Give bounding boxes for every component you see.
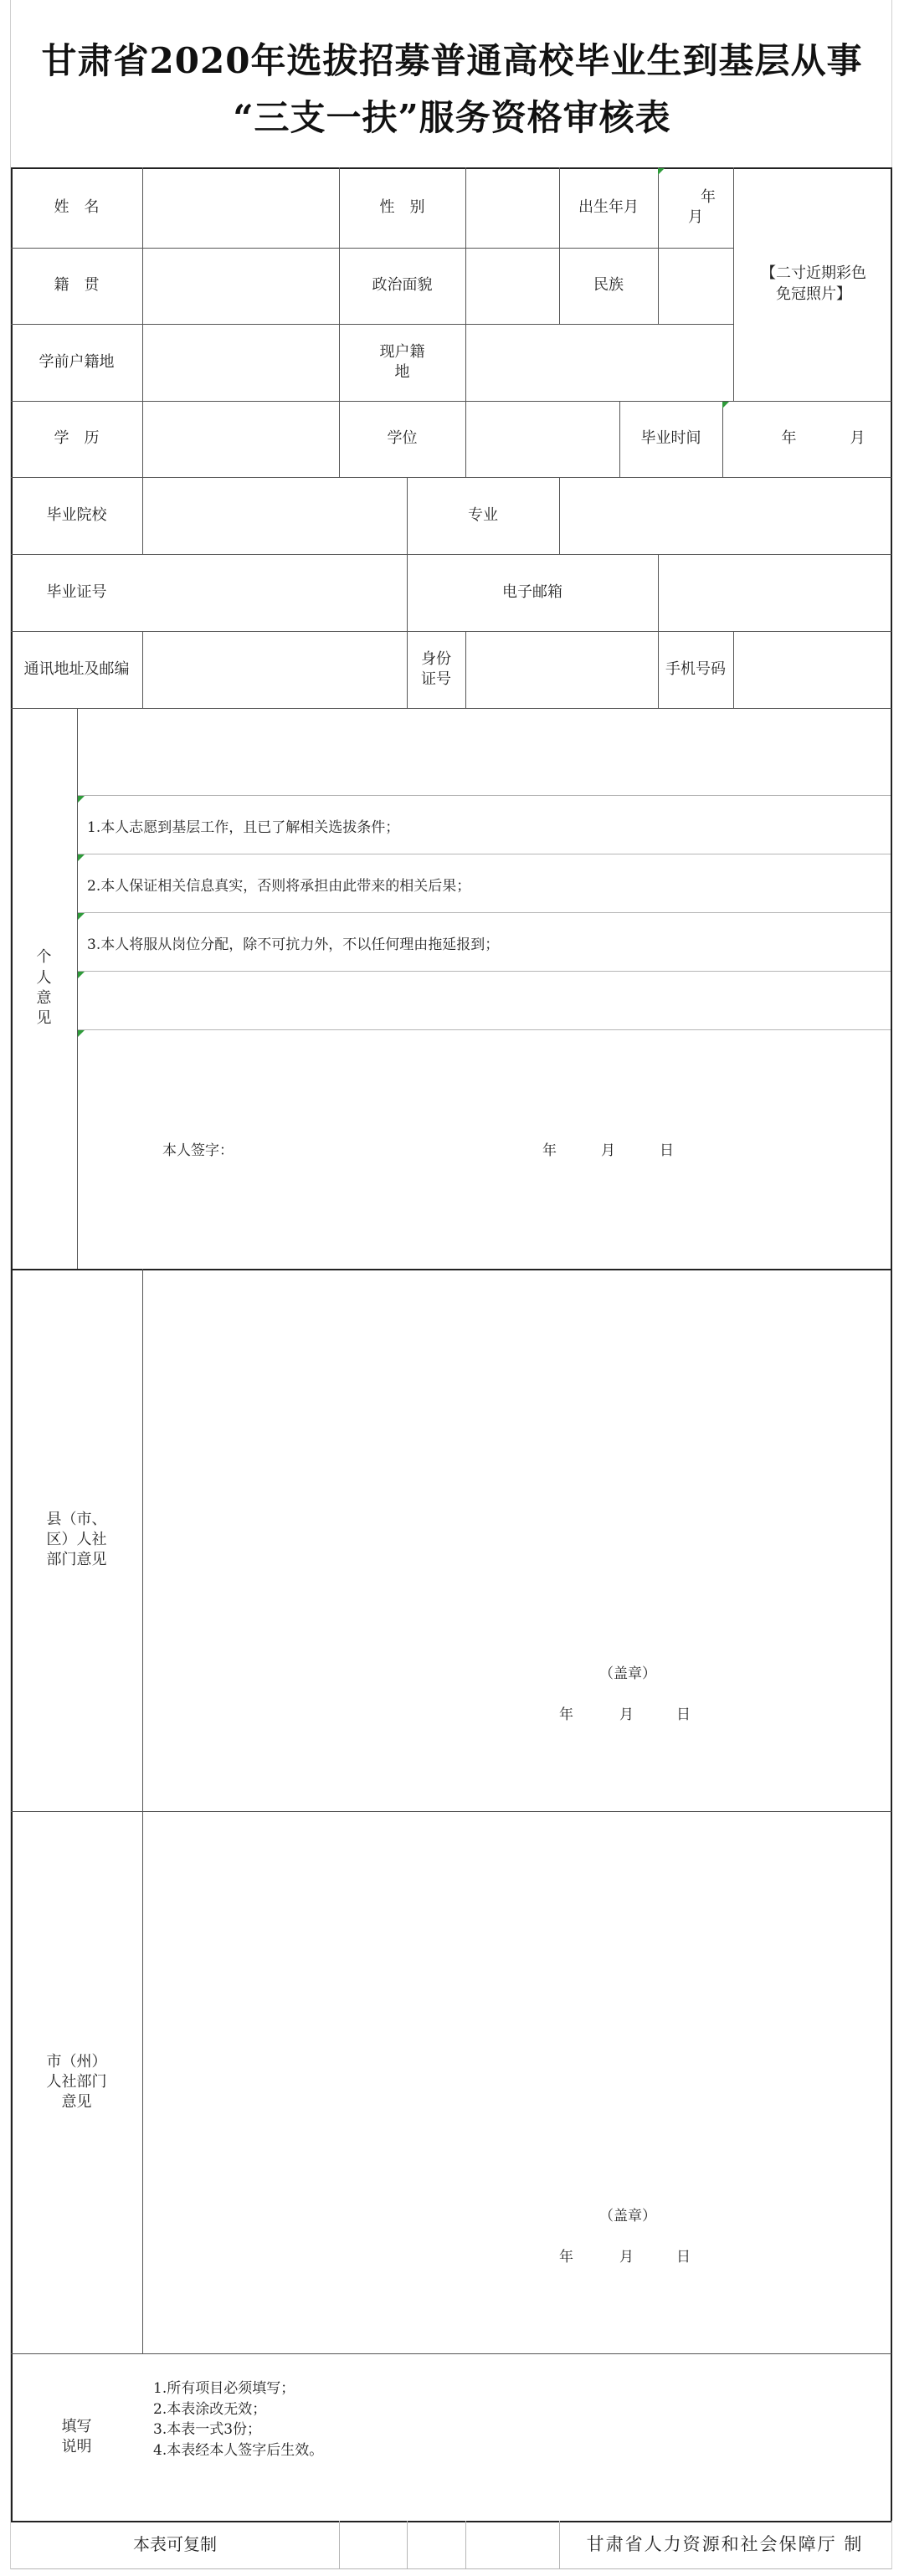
comment-marker [78, 1030, 85, 1037]
instruction-item: 1.所有项目必须填写； [153, 2380, 295, 2397]
address-field[interactable] [142, 631, 407, 708]
city-day: 日 [676, 2249, 691, 2266]
ethnicity-field[interactable] [658, 248, 733, 324]
comment-marker [78, 972, 85, 978]
city-month: 月 [619, 2249, 634, 2266]
major-label: 专业 [468, 505, 498, 524]
current-hukou-label: 现户籍地 [379, 342, 425, 381]
city-seal: （盖章） [599, 2208, 656, 2224]
personal-opinion-label: 个人意见 [36, 948, 52, 1028]
phone-field[interactable] [733, 631, 891, 708]
city-opinion-field[interactable] [142, 1811, 891, 2353]
cert-no-label: 毕业证号 [46, 582, 107, 601]
signature-field[interactable] [243, 1130, 511, 1163]
degree-field[interactable] [465, 401, 619, 477]
form-title-line-2: “三支一扶”服务资格审核表 [233, 97, 671, 138]
col-line [77, 708, 78, 1269]
gender-field[interactable] [465, 167, 559, 248]
instruction-item: 2.本表涂改无效； [153, 2400, 267, 2418]
education-label: 学 历 [54, 429, 100, 448]
birth-label: 出生年月 [578, 198, 639, 216]
county-opinion-label: 县（市、区）人社部门意见 [46, 1510, 107, 1569]
statement-2: 2.本人保证相关信息真实，否则将承担由此带来的相关后果； [87, 878, 471, 895]
birth-month-label: 月 [688, 208, 703, 226]
education-field[interactable] [142, 401, 339, 477]
school-field[interactable] [142, 477, 407, 554]
county-opinion-field[interactable] [142, 1269, 891, 1811]
footer-col-line [465, 2521, 466, 2569]
email-label: 电子邮箱 [502, 582, 562, 601]
comment-marker [78, 796, 85, 803]
id-no-label: 身份证号 [421, 649, 451, 688]
grad-time-field[interactable] [722, 401, 891, 477]
instructions-list [153, 2378, 323, 2461]
current-hukou-field[interactable] [465, 324, 733, 401]
birth-field[interactable] [658, 167, 733, 248]
school-label: 毕业院校 [46, 505, 107, 524]
county-month: 月 [619, 1706, 634, 1723]
prior-hukou-label: 学前户籍地 [39, 352, 115, 371]
grad-month-label: 月 [850, 429, 865, 448]
native-place-field[interactable] [142, 248, 339, 324]
signature-label: 本人签字： [162, 1142, 234, 1159]
name-field[interactable] [142, 167, 339, 248]
city-opinion-label: 市（州）人社部门意见 [46, 2052, 107, 2112]
birth-year-label: 年 [701, 187, 716, 206]
statement-line [77, 795, 891, 796]
photo-placeholder: 【二寸近期彩色免冠照片】 [761, 264, 866, 303]
political-field[interactable] [465, 248, 559, 324]
political-label: 政治面貌 [372, 276, 433, 295]
major-field[interactable] [559, 477, 891, 554]
statement-1: 1.本人志愿到基层工作，且已了解相关选拔条件； [87, 819, 400, 836]
id-no-field[interactable] [465, 631, 658, 708]
name-label: 姓 名 [54, 198, 100, 216]
table-right-border [891, 167, 892, 2521]
address-label: 通讯地址及邮编 [23, 659, 130, 678]
instruction-item: 4.本表经本人签字后生效。 [153, 2441, 324, 2459]
statement-3: 3.本人将服从岗位分配，除不可抗力外，不以任何理由拖延报到； [87, 936, 500, 953]
gender-label: 性 别 [379, 198, 425, 216]
degree-label: 学位 [387, 429, 418, 448]
issuer-note: 甘肃省人力资源和社会保障厅 制 [586, 2534, 864, 2555]
form-title-line-1: 甘肃省2020年选拔招募普通高校毕业生到基层从事 [41, 40, 863, 81]
phone-label: 手机号码 [665, 659, 726, 678]
row-line [11, 2353, 891, 2354]
comment-marker [78, 913, 85, 920]
personal-day: 日 [660, 1142, 674, 1159]
footer-col-line [407, 2521, 408, 2569]
statement-line [77, 1029, 891, 1030]
copy-note: 本表可复制 [133, 2534, 217, 2554]
prior-hukou-field[interactable] [142, 324, 339, 401]
email-field[interactable] [658, 554, 891, 631]
county-day: 日 [676, 1706, 691, 1723]
footer-bottom-line [11, 2568, 891, 2569]
statement-line [77, 971, 891, 972]
comment-marker [78, 854, 85, 861]
grad-year-label: 年 [781, 429, 797, 448]
county-year: 年 [559, 1706, 573, 1723]
grad-time-label: 毕业时间 [640, 429, 701, 448]
native-place-label: 籍 贯 [54, 276, 100, 295]
footer-col-line [339, 2521, 340, 2569]
statement-line [77, 912, 891, 913]
personal-month: 月 [601, 1142, 615, 1159]
cert-no-field[interactable] [142, 554, 407, 631]
city-year: 年 [559, 2249, 573, 2266]
personal-year: 年 [542, 1142, 557, 1159]
row-line [11, 708, 891, 709]
county-seal: （盖章） [599, 1665, 656, 1682]
instruction-item: 3.本表一式3份； [153, 2421, 262, 2439]
instructions-label: 填写说明 [61, 2417, 92, 2455]
photo-area[interactable] [733, 167, 891, 401]
ethnicity-label: 民族 [593, 276, 624, 295]
